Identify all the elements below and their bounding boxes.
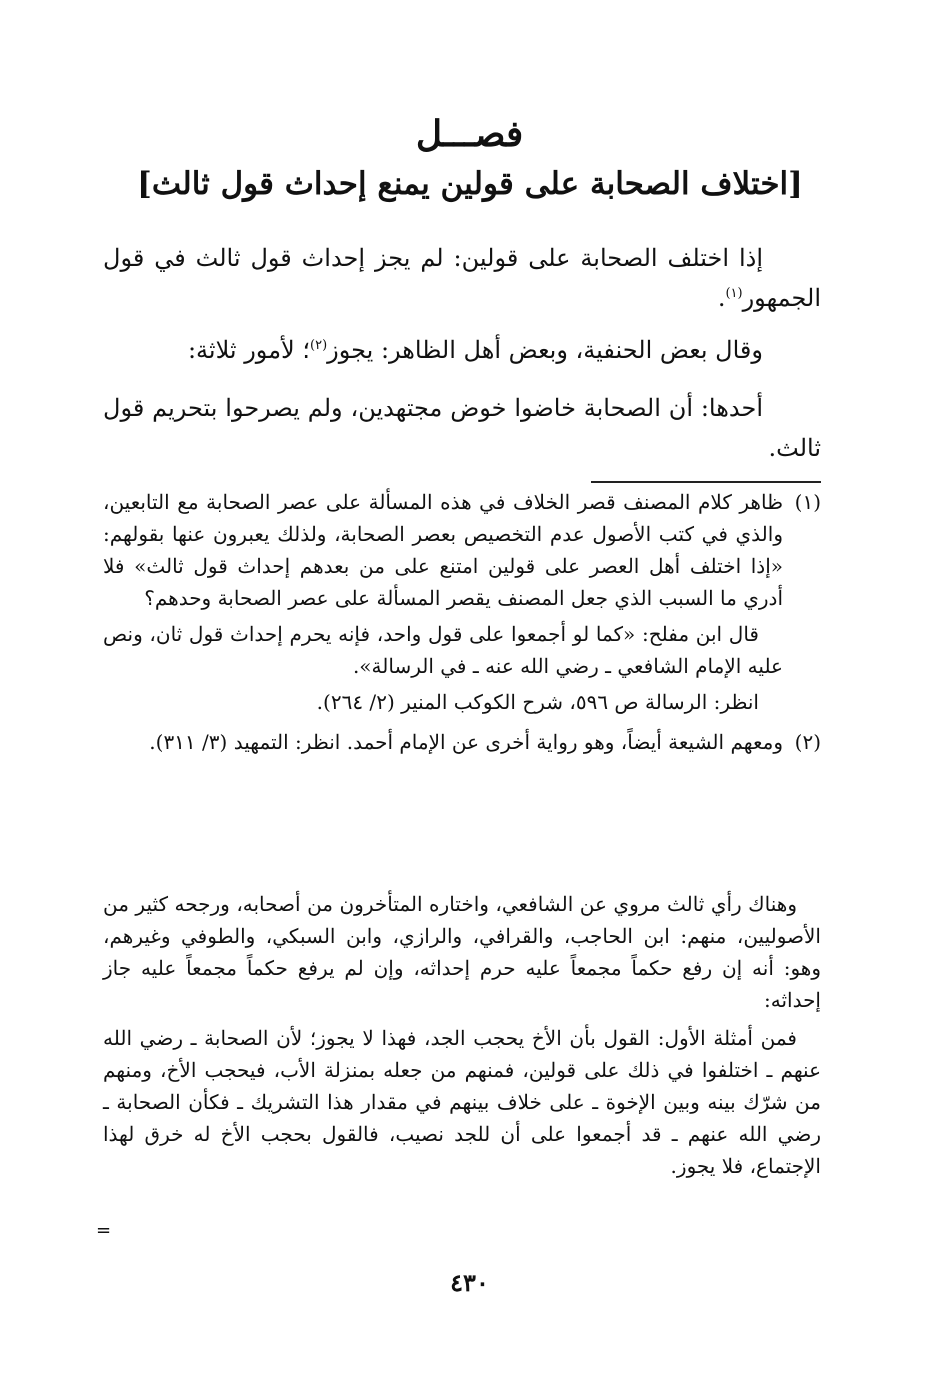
footnote-2	[103, 726, 821, 762]
footnote-ref-2[interactable]: (٢)	[310, 338, 328, 353]
footnotes	[103, 486, 821, 766]
page-number: ٤٣٠	[450, 1268, 489, 1297]
main-paragraph-3: أحدها: أن الصحابة خاضوا خوض مجتهدين، ولم يصرحوا بتحريم قول ثالث.	[103, 394, 821, 462]
main-paragraph-2-end: ؛ لأمور ثلاثة:	[187, 336, 311, 364]
footnote-paragraph: ظاهر كلام المصنف قصر الخلاف في هذه المسألة على عصر الصحابة مع التابعين، والذي في كتب الأصول عدم التخصيص بعصر الصحابة، ولذلك يعبرون عنها بقولهم: «إذا اختلف أهل العصر على قولين امتنع على من بعدهم إحداث قول ثالث» فلا أدري ما السبب الذي جعل المصنف يقصر المسألة على عصر الصحابة وحدهم؟	[103, 490, 783, 610]
main-paragraph-1-text: إذا اختلف الصحابة على قولين: لم يجز إحداث قول ثالث في قول الجمهور	[103, 244, 821, 312]
footnote-body	[103, 486, 783, 722]
footnote-paragraph: ومعهم الشيعة أيضاً، وهو رواية أخرى عن الإمام أحمد. انظر: التمهيد (٣/ ٣١١).	[149, 730, 783, 754]
footnote-number: (٢)	[794, 730, 821, 754]
footnote-paragraph: قال ابن مفلح: «كما لو أجمعوا على قول واحد، فإنه يحرم إحداث قول ثان، ونص عليه الإمام الشافعي ـ رضي الله عنه ـ في الرسالة».	[103, 622, 783, 678]
section-heading: فصـــل	[415, 113, 524, 155]
continuation-mark: =	[96, 1220, 112, 1241]
main-text	[103, 238, 821, 480]
section-title: [اختلاف الصحابة على قولين يمنع إحداث قول ثالث]	[137, 166, 803, 202]
footnote-paragraph: انظر: الرسالة ص ٥٩٦، شرح الكوكب المنير (٢/ ٢٦٤).	[316, 690, 759, 714]
footnote-number: (١)	[794, 490, 821, 514]
main-paragraph-2-text: وقال بعض الحنفية، وبعض أهل الظاهر: يجوز	[327, 336, 763, 364]
main-paragraph-2	[103, 330, 821, 370]
footnote-1	[103, 486, 821, 722]
continuation-paragraph: وهناك رأي ثالث مروي عن الشافعي، واختاره المتأخرون من أصحابه، ورجحه كثير من الأصوليين، منهم: ابن الحاجب، والقرافي، والرازي، وابن السبكي، والطوفي وغيرهم، وهو: أنه إن رفع حكماً مجمعاً عليه حرم إحداثه، وإن لم يرفع حكماً مجمعاً عليه جاز إحداثه:	[103, 892, 821, 1012]
footnote-divider	[591, 481, 821, 483]
continuation-paragraph: فمن أمثلة الأول: القول بأن الأخ يحجب الجد، فهذا لا يجوز؛ لأن الصحابة ـ رضي الله عنهم ـ اختلفوا في ذلك على قولين، فمنهم من جعله بمنزلة الأب، فيحجب الأخ، ومنهم من شرّك بينه وبين الإخوة ـ على خلاف بينهم في مقدار هذا التشريك ـ فكأن الصحابة ـ رضي الله عنهم ـ قد أجمعوا على أن للجد نصيب، فالقول بحجب الأخ له خرق لهذا الإجتماع، فلا يجوز.	[103, 1026, 822, 1178]
footnote-continuation	[103, 888, 821, 1188]
footnote-body	[103, 726, 783, 762]
footnote-ref-1[interactable]: (١)	[725, 286, 743, 301]
main-paragraph-1-end: .	[717, 284, 726, 312]
main-paragraph-1	[103, 238, 821, 318]
